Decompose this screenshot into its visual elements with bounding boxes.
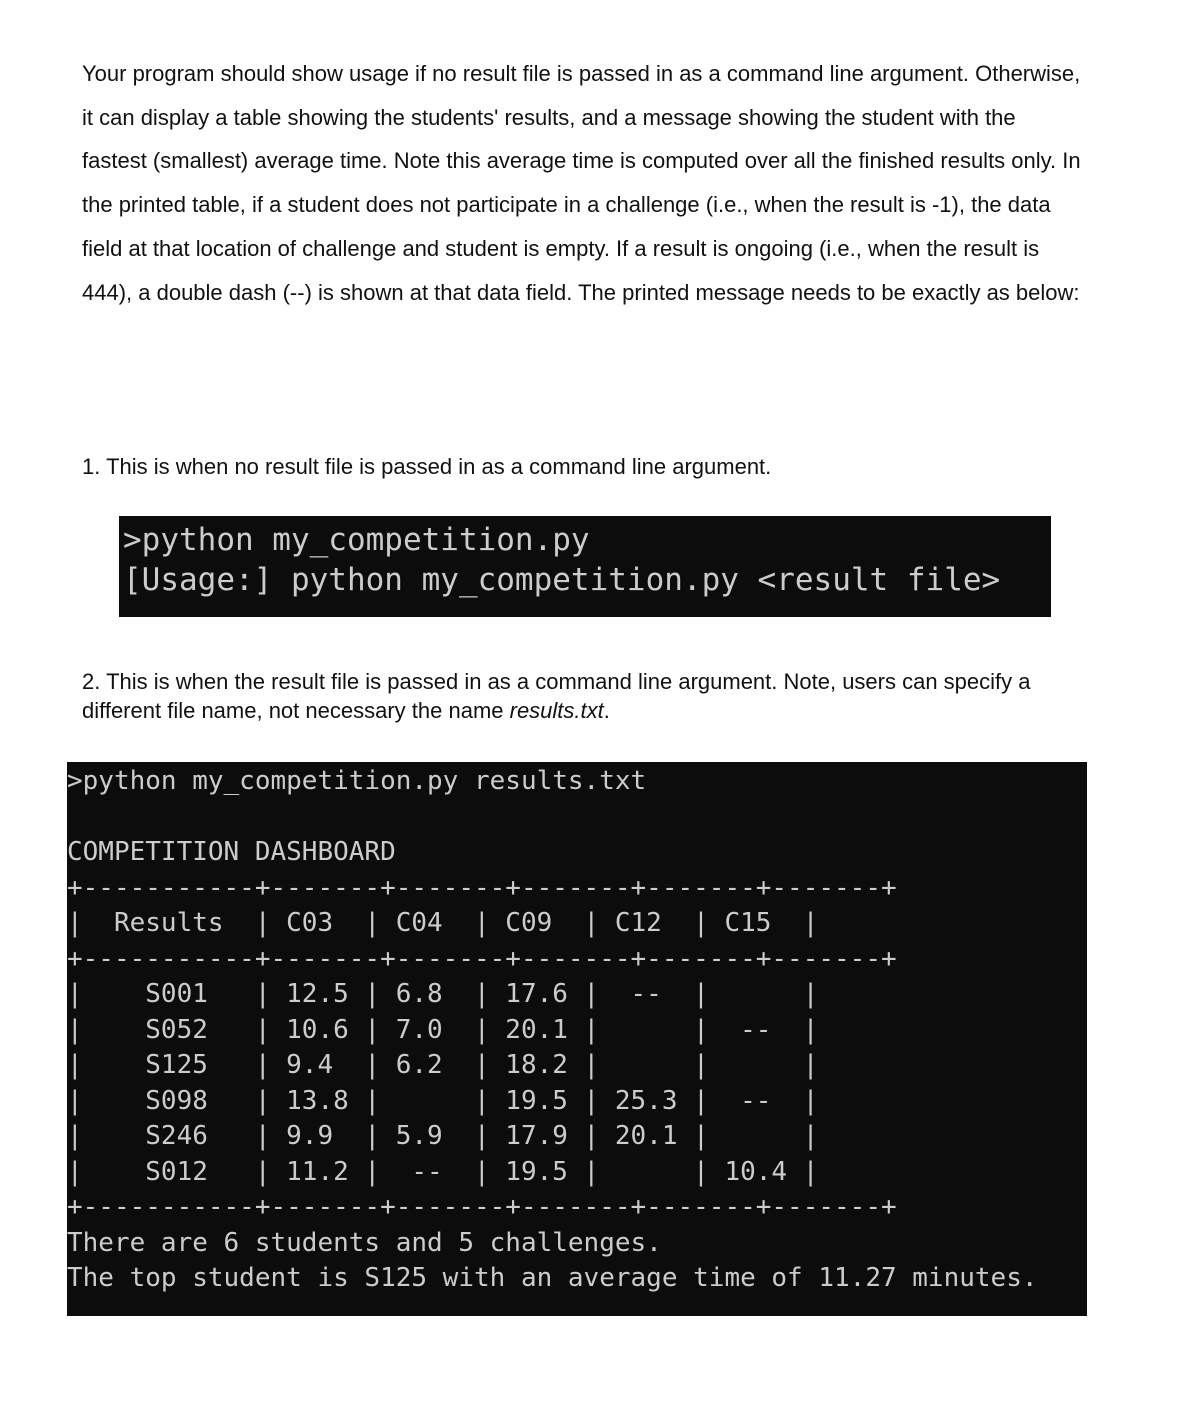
dashboard-terminal [67,762,1087,1316]
table-row: | S098 | 13.8 | | 19.5 | 25.3 | -- | [67,1085,819,1116]
terminal-command-line: >python my_competition.py results.txt [67,766,647,796]
item-1-text: 1. This is when no result file is passed in as a command line argument. [82,454,772,479]
terminal-command-line: >python my_competition.py [123,522,590,558]
usage-terminal [119,516,1051,617]
item-2-text-after: . [603,698,610,723]
intro-paragraph: Your program should show usage if no result file is passed in as a command line argument. Otherwise, it can display a table showing the students' results, and a message showing the student with the fastest (smallest) average time. Note this average time is computed over all the finished results only. In the printed table, if a student does not participate in a challenge (i.e., when the result is -1), the data field at that location of challenge and student is empty. If a result is ongoing (i.e., when the result is 444), a double dash (--) is shown at that data field. The printed message needs to be exactly as below: [82,61,1081,305]
table-border-mid: +-----------+-------+-------+-------+-------+-------+ [67,943,897,974]
dashboard-heading: COMPETITION DASHBOARD [67,837,396,867]
table-border-bottom: +-----------+-------+-------+-------+-------+-------+ [67,1192,897,1222]
table-row: | S125 | 9.4 | 6.2 | 18.2 | | | [67,1050,819,1080]
item-2-filename: results.txt [509,698,604,723]
terminal-usage-line: [Usage:] python my_competition.py <result file> [123,562,1001,598]
table-row: | S001 | 12.5 | 6.8 | 17.6 | -- | | [67,979,819,1009]
summary-top-student-line: The top student is S125 with an average time of 11.27 minutes. [67,1263,1038,1293]
item-2-text [82,667,1082,725]
terminal-blank-line [67,800,1087,836]
item-2-text-before: 2. This is when the result file is passed in as a command line argument. Note, users can specify a different file name, not necessary the name [82,669,1031,723]
table-row: | S012 | 11.2 | -- | 19.5 | | 10.4 | [67,1156,819,1187]
table-row: | S052 | 10.6 | 7.0 | 20.1 | | -- | [67,1014,819,1045]
table-row: | S246 | 9.9 | 5.9 | 17.9 | 20.1 | | [67,1121,819,1151]
table-header-row: | Results | C03 | C04 | C09 | C12 | C15 | [67,908,819,938]
summary-count-line: There are 6 students and 5 challenges. [67,1227,662,1258]
table-border-top: +-----------+-------+-------+-------+-------+-------+ [67,872,897,903]
